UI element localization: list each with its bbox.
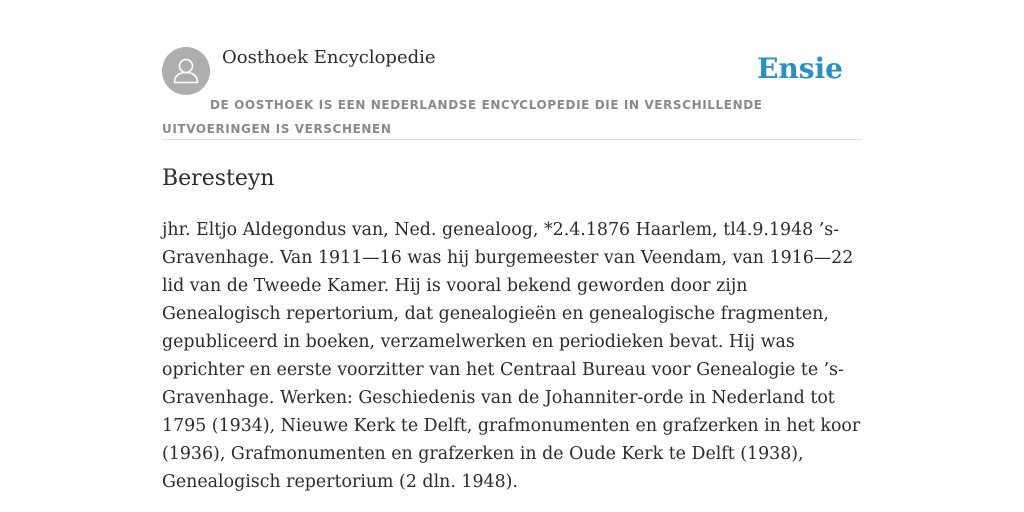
divider (162, 139, 862, 140)
avatar[interactable] (162, 47, 210, 95)
brand-logo[interactable]: Ensie (757, 52, 843, 85)
source-title[interactable]: Oosthoek Encyclopedie (222, 47, 436, 68)
source-description: DE OOSTHOEK IS EEN NEDERLANDSE ENCYCLOPEDIE DIE IN VERSCHILLENDE UITVOERINGEN IS VERSCHENEN (162, 98, 763, 136)
entry-body: jhr. Eltjo Aldegondus van, Ned. genealoog, *2.4.1876 Haarlem, tl4.9.1948 ’s-Gravenhage. Van 1911—16 was hij burgemeester van Veendam, van 1916—22 lid van de Tweede Kamer. Hij is vooral bekend geworden door zijn Genealogisch repertorium, dat genealogieën en genealogische fragmenten, gepubliceerd in boeken, verzamelwerken en periodieken bevat. Hij was oprichter en eerste voorzitter van het Centraal Bureau voor Genealogie te ’s-Gravenhage. Werken: Geschiedenis van de Johanniter-orde in Nederland tot 1795 (1934), Nieuwe Kerk te Delft, grafmonumenten en grafzerken in het koor (1936), Grafmonumenten en grafzerken in de Oude Kerk te Delft (1938), Genealogisch repertorium (2 dln. 1948). (162, 220, 861, 492)
user-icon (162, 47, 210, 95)
entry-title: Beresteyn (162, 166, 275, 191)
